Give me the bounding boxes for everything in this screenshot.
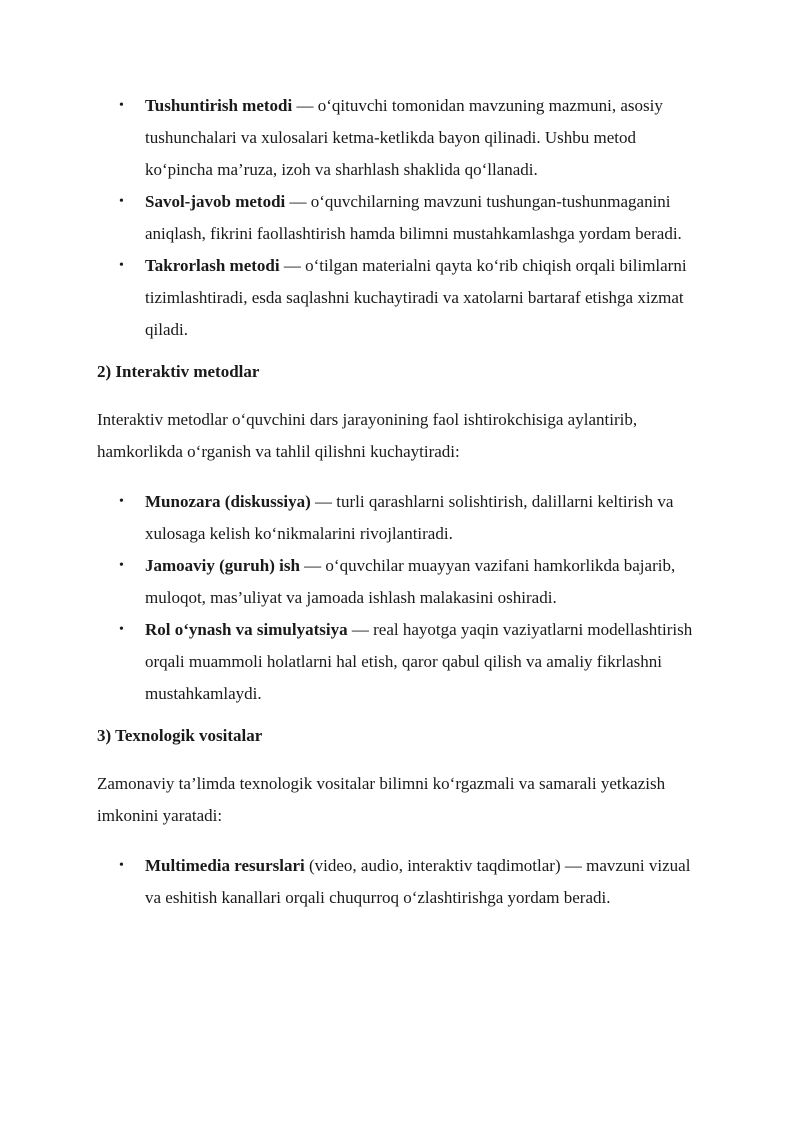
list-item [97,486,702,550]
list-item [97,850,702,914]
list-item [97,186,702,250]
bullet-icon: • [119,494,124,509]
section-intro-technology: Zamonaviy ta’limda texnologik vositalar bilimni ko‘rgazmali va samarali yetkazish imkonini yaratadi: [97,774,666,825]
list-item-text: — o‘qituvchi tomonidan mavzuning mazmuni, asosiy tushunchalari va xulosalari ketma-ketlikda bayon qilinadi. Ushbu metod ko‘pincha ma’ruza, izoh va sharhlash shaklida qo‘llanadi. [145,96,663,179]
bullet-icon: • [119,98,124,113]
bullet-icon: • [119,258,124,273]
list-item-term: Takrorlash metodi [145,256,280,275]
method-list-traditional [97,90,702,346]
list-item-term: Jamoaviy (guruh) ish [145,556,300,575]
section-heading-interactive: 2) Interaktiv metodlar [97,362,260,381]
list-item-text: — turli qarashlarni solishtirish, dalillarni keltirish va xulosaga kelish ko‘nikmalarini rivojlantiradi. [145,492,674,543]
list-item [97,614,702,710]
list-item-text: — real hayotga yaqin vaziyatlarni modellashtirish orqali muammoli holatlarni hal etish, qaror qabul qilish va amaliy fikrlashni mustahkamlaydi. [145,620,693,703]
bullet-icon: • [119,194,124,209]
list-item-text: — o‘tilgan materialni qayta ko‘rib chiqish orqali bilimlarni tizimlashtiradi, esda saqlashni kuchaytiradi va xatolarni bartaraf etishga xizmat qiladi. [145,256,687,339]
document-page [97,90,702,914]
section-heading-technology: 3) Texnologik vositalar [97,726,263,745]
list-item-term: Savol-javob metodi [145,192,286,211]
list-item-text: (video, audio, interaktiv taqdimotlar) — mavzuni vizual va eshitish kanallari orqali chuqurroq o‘zlashtirishga yordam beradi. [145,856,691,907]
method-list-interactive [97,486,702,710]
bullet-icon: • [119,622,124,637]
list-item-text: — o‘quvchilar muayyan vazifani hamkorlikda bajarib, muloqot, mas’uliyat va jamoada ishlash malakasini oshiradi. [145,556,676,607]
list-item-term: Multimedia resurslari [145,856,305,875]
list-item [97,250,702,346]
list-item-term: Tushuntirish metodi [145,96,293,115]
section-intro-interactive: Interaktiv metodlar o‘quvchini dars jarayonining faol ishtirokchisiga aylantirib, hamkorlikda o‘rganish va tahlil qilishni kuchaytiradi: [97,410,638,461]
list-item-term: Rol o‘ynash va simulyatsiya [145,620,348,639]
list-item-term: Munozara (diskussiya) [145,492,311,511]
bullet-icon: • [119,858,124,873]
list-item [97,550,702,614]
bullet-icon: • [119,558,124,573]
list-item-text: — o‘quvchilarning mavzuni tushungan-tushunmaganini aniqlash, fikrini faollashtirish hamda bilimni mustahkamlashga yordam beradi. [145,192,682,243]
method-list-technology [97,850,702,914]
list-item [97,90,702,186]
